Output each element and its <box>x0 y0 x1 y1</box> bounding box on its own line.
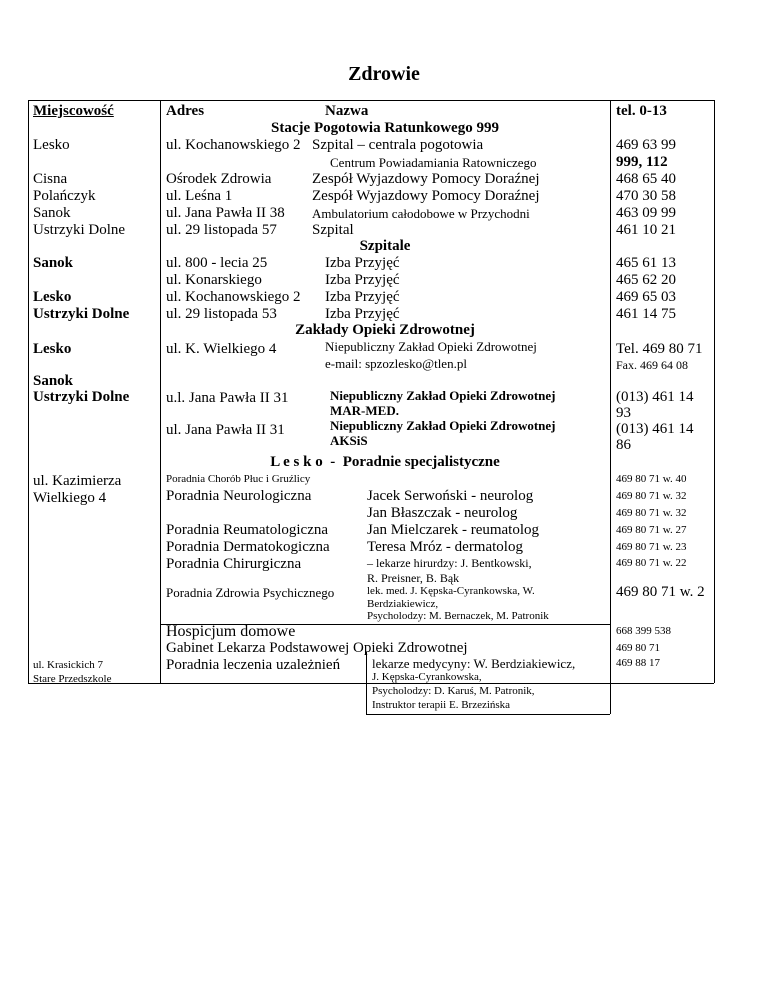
address: ul. 800 - lecia 25 <box>166 255 268 271</box>
address: ul. Kochanowskiego 2 <box>166 289 301 305</box>
phone: 999, 112 <box>616 154 668 170</box>
address: ul. Kazimierza <box>33 473 122 489</box>
phone: Tel. 469 80 71 <box>616 341 703 357</box>
phone: 469 80 71 w. 27 <box>616 524 687 536</box>
phone: 469 80 71 w. 40 <box>616 473 687 485</box>
city-lesko: Lesko <box>33 289 72 305</box>
city-sanok: Sanok <box>33 205 71 221</box>
city-ustrzyki: Ustrzyki Dolne <box>33 306 130 322</box>
address: ul. Leśna 1 <box>166 188 233 204</box>
facility-name: Zespół Wyjazdowy Pomocy Doraźnej <box>312 171 540 187</box>
facility-name: Izba Przyjęć <box>325 272 400 288</box>
doctor: Psycholodzy: M. Bernaczek, M. Patronik <box>367 610 549 622</box>
phone: 465 62 20 <box>616 272 676 288</box>
phone: 465 61 13 <box>616 255 676 271</box>
address: ul. 29 listopada 57 <box>166 222 277 238</box>
address: ul. Jana Pawła II 38 <box>166 205 285 221</box>
clinic-name: Poradnia Zdrowia Psychicznego <box>166 585 335 600</box>
facility-name: Izba Przyjęć <box>325 306 400 322</box>
facility-name: Centrum Powiadamiania Ratowniczego <box>330 155 537 170</box>
phone: 469 80 71 w. 22 <box>616 557 687 569</box>
city-sanok: Sanok <box>33 373 74 389</box>
doctor: Jan Błaszczak - neurolog <box>367 505 518 521</box>
phone: 469 80 71 w. 23 <box>616 541 687 553</box>
doctor: Teresa Mróz - dermatolog <box>367 539 523 555</box>
facility-name: Niepubliczny Zakład Opieki Zdrowotnej <box>330 388 556 403</box>
phone: 469 80 71 w. 2 <box>616 584 705 600</box>
city-lesko: Lesko <box>33 137 70 153</box>
facility-name: Niepubliczny Zakład Opieki Zdrowotnej <box>330 418 556 433</box>
clinic-name: Poradnia Chorób Płuc i Gruźlicy <box>166 473 311 485</box>
phone: 469 88 17 <box>616 657 660 669</box>
address: Stare Przedszkole <box>33 673 112 685</box>
section-poradnie: L e s k o - Poradnie specjalistyczne <box>270 454 500 470</box>
phone: 668 399 538 <box>616 625 671 637</box>
city-sanok: Sanok <box>33 255 74 271</box>
facility-name: MAR-MED. <box>330 403 399 418</box>
section-zoz: Zakłady Opieki Zdrowotnej <box>295 322 475 338</box>
clinic-name: Hospicjum domowe <box>166 623 296 640</box>
phone: 86 <box>616 437 631 453</box>
page-title: Zdrowie <box>348 63 420 85</box>
header-miejscowosc: Miejscowość <box>33 103 114 119</box>
phone: 470 30 58 <box>616 188 676 204</box>
city-lesko: Lesko <box>33 341 72 357</box>
section-pogotowie: Stacje Pogotowia Ratunkowego 999 <box>271 120 499 136</box>
phone: 468 65 40 <box>616 171 676 187</box>
doctor: Berdziakiewicz, <box>367 598 439 610</box>
address: ul. Krasickich 7 <box>33 659 103 671</box>
clinic-name: Poradnia Reumatologiczna <box>166 522 329 538</box>
city-cisna: Cisna <box>33 171 68 187</box>
doctor: Instruktor terapii E. Brzezińska <box>372 699 511 711</box>
fax: Fax. 469 64 08 <box>616 358 688 372</box>
address: ul. K. Wielkiego 4 <box>166 341 277 357</box>
facility-name: Szpital – centrala pogotowia <box>312 137 484 153</box>
facility-name: Szpital <box>312 222 354 238</box>
city-polanczyk: Polańczyk <box>33 188 96 204</box>
facility-name: Ambulatorium całodobowe w Przychodni <box>312 206 530 221</box>
address: Wielkiego 4 <box>33 490 107 506</box>
phone: (013) 461 14 <box>616 421 694 437</box>
doctor: R. Preisner, B. Bąk <box>367 571 460 585</box>
phone: 461 10 21 <box>616 222 676 238</box>
city-ustrzyki: Ustrzyki Dolne <box>33 389 130 405</box>
clinic-name: Poradnia Dermatokogiczna <box>166 539 330 555</box>
doctor: lekarze medycyny: W. Berdziakiewicz, <box>372 656 576 671</box>
phone: 469 63 99 <box>616 137 676 153</box>
facility-name: Izba Przyjęć <box>325 255 400 271</box>
address: ul. Konarskiego <box>166 272 262 288</box>
address: ul. Jana Pawła II 31 <box>166 422 285 438</box>
phone: (013) 461 14 <box>616 389 694 405</box>
address: u.l. Jana Pawła II 31 <box>166 390 289 406</box>
section-szpitale: Szpitale <box>359 238 411 254</box>
address: ul. 29 listopada 53 <box>166 306 277 322</box>
facility-name: Izba Przyjęć <box>325 289 400 305</box>
facility-name: Niepubliczny Zakład Opieki Zdrowotnej <box>325 339 537 354</box>
doctor: – lekarze hirurdzy: J. Bentkowski, <box>367 556 532 570</box>
phone: 469 80 71 <box>616 642 660 654</box>
phone: 93 <box>616 405 631 421</box>
header-nazwa: Nazwa <box>325 103 369 119</box>
phone: 469 80 71 w. 32 <box>616 490 687 502</box>
city-ustrzyki: Ustrzyki Dolne <box>33 222 126 238</box>
doctor: lek. med. J. Kępska-Cyrankowska, W. <box>367 585 535 597</box>
address: ul. Kochanowskiego 2 <box>166 137 301 153</box>
clinic-name: Poradnia Chirurgiczna <box>166 556 302 572</box>
facility-name: AKSiS <box>330 433 368 448</box>
doctor: Jacek Serwoński - neurolog <box>367 488 534 504</box>
phone: 463 09 99 <box>616 205 676 221</box>
clinic-name: Poradnia leczenia uzależnień <box>166 657 341 673</box>
email: e-mail: spzozlesko@tlen.pl <box>325 356 467 371</box>
doctor: Jan Mielczarek - reumatolog <box>367 522 540 538</box>
doctor: J. Kępska-Cyrankowska, <box>372 671 482 683</box>
address: Ośrodek Zdrowia <box>166 171 272 187</box>
doctor: Psycholodzy: D. Karuś, M. Patronik, <box>372 685 535 697</box>
phone: 469 80 71 w. 32 <box>616 507 687 519</box>
clinic-name: Gabinet Lekarza Podstawowej Opieki Zdrowotnej <box>166 640 468 656</box>
phone: 469 65 03 <box>616 289 676 305</box>
header-adres: Adres <box>166 103 205 119</box>
header-tel: tel. 0-13 <box>616 103 667 119</box>
clinic-name: Poradnia Neurologiczna <box>166 488 312 504</box>
facility-name: Zespół Wyjazdowy Pomocy Doraźnej <box>312 188 540 204</box>
phone: 461 14 75 <box>616 306 676 322</box>
